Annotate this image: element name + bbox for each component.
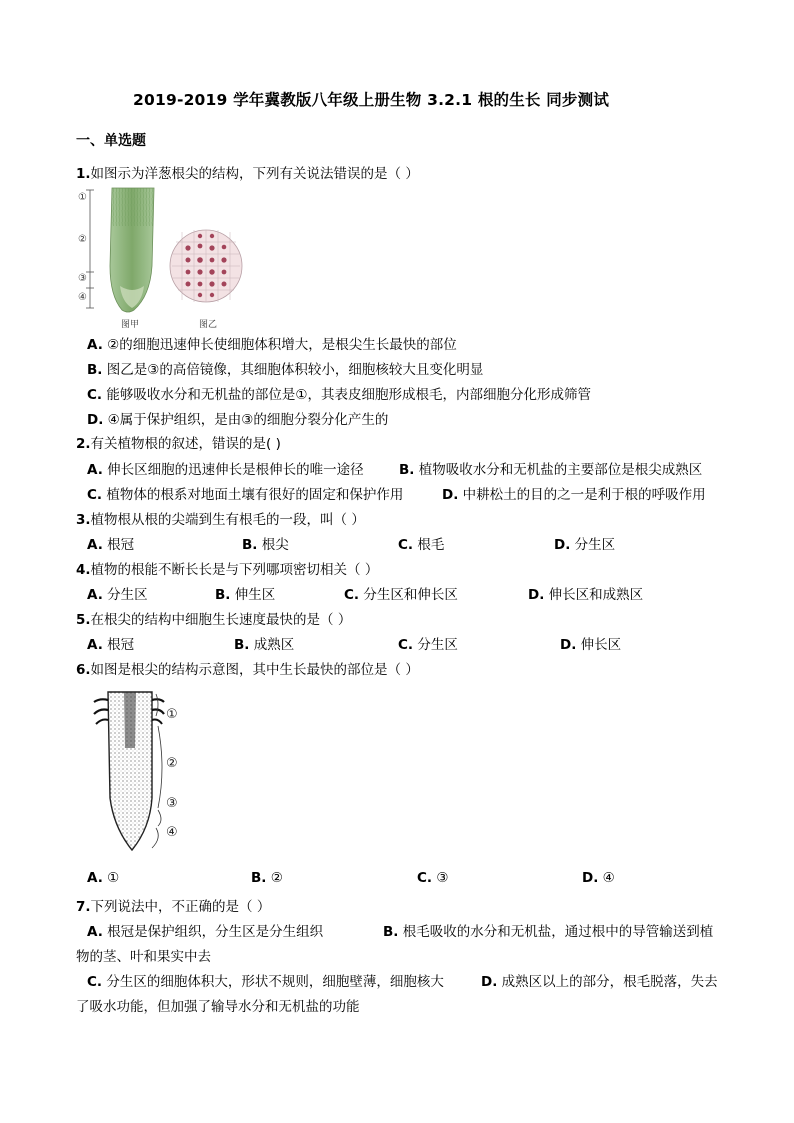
- q4-option-c: C. 分生区和伸长区: [344, 587, 458, 603]
- root-tip-diagram: [90, 688, 200, 856]
- figure-label-b: 图乙: [199, 320, 218, 330]
- question-3: 3.植物根从根的尖端到生有根毛的一段，叫（ ）: [76, 512, 365, 528]
- marker-4: ④: [166, 825, 178, 840]
- marker-4: ④: [78, 292, 87, 303]
- q2-option-c: C. 植物体的根系对地面土壤有很好的固定和保护作用: [87, 487, 404, 503]
- q7-option-a: A. 根冠是保护组织，分生区是分生组织: [87, 924, 324, 940]
- q5-option-d: D. 伸长区: [560, 637, 622, 653]
- q1-option-b: B. 图乙是③的高倍镜像，其细胞体积较小，细胞核较大且变化明显: [87, 362, 484, 378]
- question-1: [76, 162, 419, 182]
- q7-option-b-continued: 物的茎、叶和果实中去: [76, 949, 211, 965]
- q6-option-d: D. ④: [582, 870, 615, 886]
- q7-option-d-continued: 了吸水功能，但加强了输导水分和无机盐的功能: [76, 999, 360, 1015]
- question-7: 7.下列说法中，不正确的是（ ）: [76, 899, 271, 915]
- q5-option-c: C. 分生区: [398, 637, 458, 653]
- q1-option-a: A. ②的细胞迅速伸长使细胞体积增大，是根尖生长最快的部位: [87, 337, 457, 353]
- q1-option-c: C. 能够吸收水分和无机盐的部位是①，其表皮细胞形成根毛，内部细胞分化形成筛管: [87, 387, 591, 403]
- marker-1: ①: [78, 192, 87, 203]
- q7-option-b: B. 根毛吸收的水分和无机盐，通过根中的导管输送到植: [383, 924, 714, 940]
- q7-option-c: C. 分生区的细胞体积大，形状不规则，细胞壁薄，细胞核大: [87, 974, 444, 990]
- q1-option-d: D. ④属于保护组织，是由③的细胞分裂分化产生的: [87, 412, 389, 428]
- q7-option-d: D. 成熟区以上的部分，根毛脱落，失去: [481, 974, 718, 990]
- question-1-figure: [76, 186, 256, 328]
- q5-option-b: B. 成熟区: [234, 637, 295, 653]
- marker-3: ③: [78, 273, 87, 284]
- onion-root-tip-figure: [76, 186, 256, 328]
- q2-option-b: B. 植物吸收水分和无机盐的主要部位是根尖成熟区: [399, 462, 703, 478]
- question-1-stem: 如图示为洋葱根尖的结构，下列有关说法错误的是（ ）: [90, 166, 419, 182]
- question-6-figure: [90, 688, 200, 856]
- question-6: 6.如图是根尖的结构示意图，其中生长最快的部位是（ ）: [76, 662, 419, 678]
- q2-option-d: D. 中耕松土的目的之一是利于根的呼吸作用: [442, 487, 706, 503]
- question-2: 2.有关植物根的叙述，错误的是( ): [76, 436, 281, 452]
- section-heading: 一、单选题: [76, 133, 146, 149]
- q6-option-a: A. ①: [87, 870, 120, 886]
- q6-option-c: C. ③: [417, 870, 449, 886]
- q4-option-a: A. 分生区: [87, 587, 148, 603]
- question-4: 4.植物的根能不断长长是与下列哪项密切相关（ ）: [76, 562, 379, 578]
- q3-option-a: A. 根冠: [87, 537, 135, 553]
- q3-option-c: C. 根毛: [398, 537, 445, 553]
- marker-1: ①: [166, 707, 178, 722]
- question-1-number: 1.: [76, 166, 91, 182]
- q4-option-b: B. 伸生区: [215, 587, 276, 603]
- marker-3: ③: [166, 796, 178, 811]
- q2-option-a: A. 伸长区细胞的迅速伸长是根伸长的唯一途径: [87, 462, 364, 478]
- figure-label-a: 图甲: [121, 320, 140, 330]
- q4-option-d: D. 伸长区和成熟区: [528, 587, 644, 603]
- q3-option-b: B. 根尖: [242, 537, 289, 553]
- marker-2: ②: [166, 756, 178, 771]
- question-5: 5.在根尖的结构中细胞生长速度最快的是（ ）: [76, 612, 352, 628]
- page-title: 2019-2019 学年冀教版八年级上册生物 3.2.1 根的生长 同步测试: [133, 91, 610, 109]
- marker-2: ②: [78, 234, 87, 245]
- q3-option-d: D. 分生区: [554, 537, 616, 553]
- q6-option-b: B. ②: [251, 870, 283, 886]
- q5-option-a: A. 根冠: [87, 637, 135, 653]
